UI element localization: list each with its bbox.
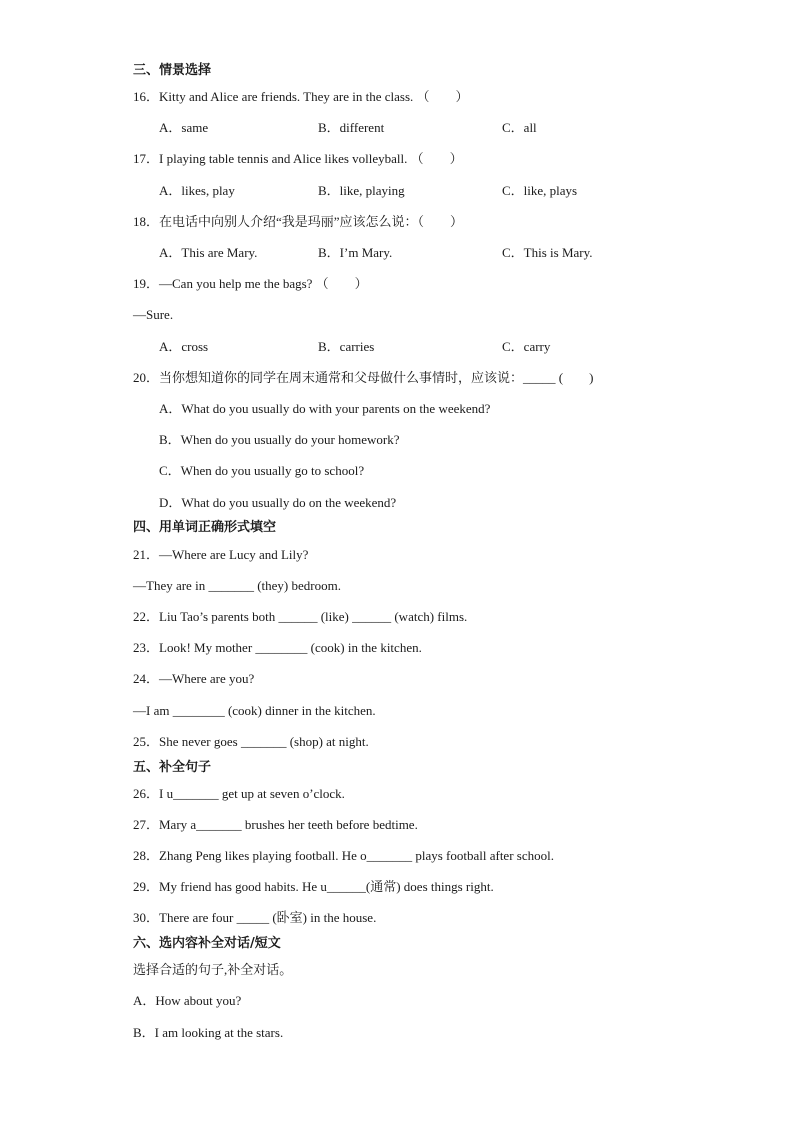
q19-option-b: B．carries	[318, 339, 375, 354]
question-24-line1: 24．—Where are you?	[133, 671, 255, 686]
section-heading-6: 六、选内容补全对话/短文	[133, 936, 281, 951]
question-21-line2: —They are in _______ (they) bedroom.	[133, 578, 341, 593]
question-18: 18．在电话中向别人介绍“我是玛丽”应该怎么说：（ ）	[133, 214, 464, 229]
question-24-line2: —I am ________ (cook) dinner in the kitchen.	[133, 703, 376, 718]
question-30: 30．There are four _____ (卧室) in the house.	[133, 910, 377, 925]
dialogue-option-a: A．How about you?	[133, 993, 242, 1008]
question-20: 20．当你想知道你的同学在周末通常和父母做什么事情时，应该说：_____ ( )	[133, 370, 594, 385]
q17-option-a: A．likes, play	[159, 183, 235, 198]
q17-option-c: C．like, plays	[502, 183, 578, 198]
question-17: 17．I playing table tennis and Alice likes volleyball. （ ）	[133, 151, 463, 166]
q19-reply: —Sure.	[133, 307, 174, 322]
q16-option-a: A．same	[159, 120, 209, 135]
question-16: 16．Kitty and Alice are friends. They are in the class. （ ）	[133, 89, 469, 104]
dialogue-option-b: B．I am looking at the stars.	[133, 1025, 284, 1040]
section-6-instruction: 选择合适的句子,补全对话。	[133, 962, 293, 977]
question-21-line1: 21．—Where are Lucy and Lily?	[133, 547, 309, 562]
question-28: 28．Zhang Peng likes playing football. He o_______ plays football after school.	[133, 848, 554, 863]
question-23: 23．Look! My mother ________ (cook) in the kitchen.	[133, 640, 422, 655]
question-25: 25．She never goes _______ (shop) at night.	[133, 734, 369, 749]
section-heading-5: 五、补全句子	[133, 760, 212, 775]
question-22: 22．Liu Tao’s parents both ______ (like) ______ (watch) films.	[133, 609, 468, 624]
question-26: 26．I u_______ get up at seven o’clock.	[133, 786, 345, 801]
q16-option-b: B．different	[318, 120, 385, 135]
q19-option-a: A．cross	[159, 339, 209, 354]
question-27: 27．Mary a_______ brushes her teeth before bedtime.	[133, 817, 418, 832]
q19-option-c: C．carry	[502, 339, 551, 354]
q20-option-c: C．When do you usually go to school?	[159, 463, 365, 478]
section-heading-3: 三、情景选择	[133, 63, 212, 78]
q20-option-b: B．When do you usually do your homework?	[159, 432, 400, 447]
section-heading-4: 四、用单词正确形式填空	[133, 520, 277, 535]
q20-option-a: A．What do you usually do with your parents on the weekend?	[159, 401, 491, 416]
q17-option-b: B．like, playing	[318, 183, 405, 198]
question-29: 29．My friend has good habits. He u______(通常) does things right.	[133, 879, 494, 894]
q18-option-b: B．I’m Mary.	[318, 245, 393, 260]
q20-option-d: D．What do you usually do on the weekend?	[159, 495, 397, 510]
q16-option-c: C．all	[502, 120, 537, 135]
question-19: 19．—Can you help me the bags? （ ）	[133, 276, 368, 291]
q18-option-c: C．This is Mary.	[502, 245, 593, 260]
q18-option-a: A．This are Mary.	[159, 245, 258, 260]
